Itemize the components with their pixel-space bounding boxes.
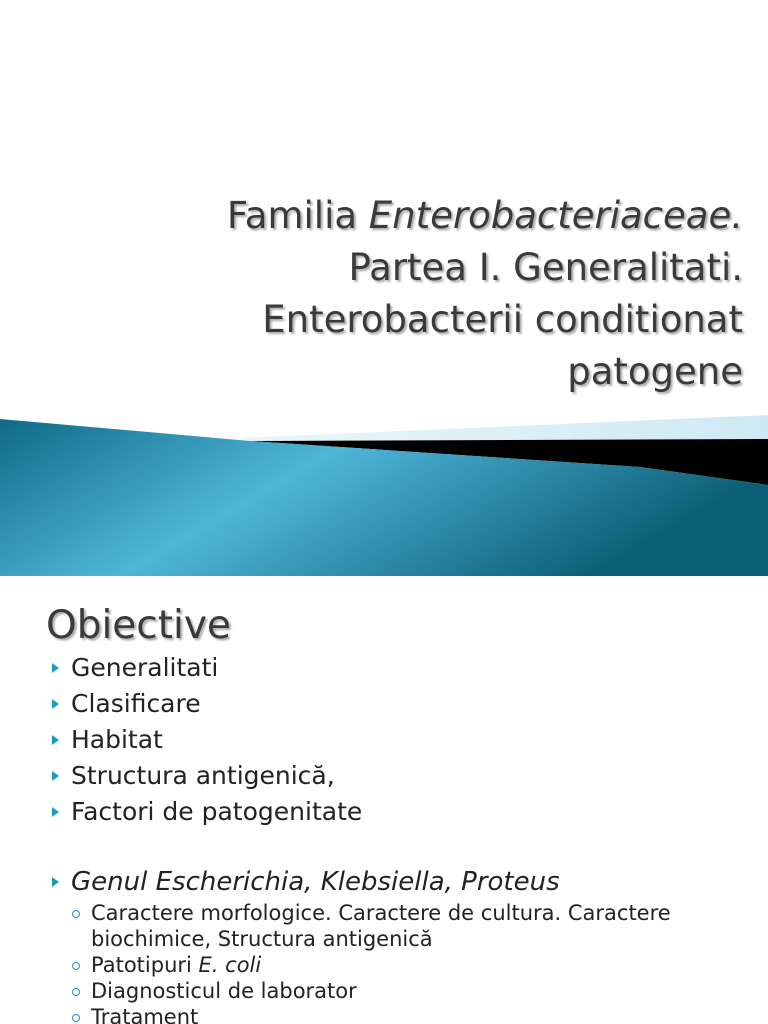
decorative-banner <box>0 405 768 576</box>
triangle-right-icon <box>52 877 59 887</box>
list-item: Structura antigenică, <box>48 758 748 794</box>
circle-outline-icon <box>72 988 80 996</box>
sub-list-item: Diagnosticul de laborator <box>71 978 748 1004</box>
triangle-right-icon <box>52 771 59 781</box>
title-line-1 <box>63 190 743 242</box>
list-spacer <box>48 830 748 864</box>
triangle-right-icon <box>52 807 59 817</box>
objectives-slide <box>0 576 768 1024</box>
banner-light-strip <box>240 415 768 441</box>
objectives-heading: Obiective <box>46 603 231 648</box>
triangle-right-icon <box>52 663 59 673</box>
circle-outline-icon <box>72 962 80 970</box>
list-item: Factori de patogenitate <box>48 794 748 830</box>
genul-sublist <box>71 900 748 1024</box>
objectives-list <box>48 650 748 1024</box>
sub-list-item: Patotipuri E. coli <box>71 952 748 978</box>
triangle-right-icon <box>52 699 59 709</box>
circle-outline-icon <box>72 910 80 918</box>
title-line-3: Enterobacterii conditionat <box>262 298 743 341</box>
title-line-1-plain: Familia <box>226 194 369 237</box>
circle-outline-icon <box>72 1014 80 1022</box>
list-item-genul: Genul Escherichia, Klebsiella, Proteus Caractere morfologice. Caractere de cultura. Caractere biochimice, Structura antigenică Patotipuri E. coli Diagnosticul de laborator Tratament <box>48 864 748 1024</box>
sub-list-item: Tratament <box>71 1004 748 1024</box>
sub-list-item: Caractere morfologice. Caractere de cultura. Caractere biochimice, Structura antigenică <box>71 900 748 952</box>
title-line-1-italic: Enterobacteriaceae. <box>368 194 743 237</box>
list-item: Habitat <box>48 722 748 758</box>
title-line-4: patogene <box>567 350 743 393</box>
title-line-2: Partea I. Generalitati. <box>348 246 743 289</box>
triangle-right-icon <box>52 735 59 745</box>
list-item: Clasificare <box>48 686 748 722</box>
list-item: Generalitati <box>48 650 748 686</box>
slide-title <box>63 190 743 398</box>
